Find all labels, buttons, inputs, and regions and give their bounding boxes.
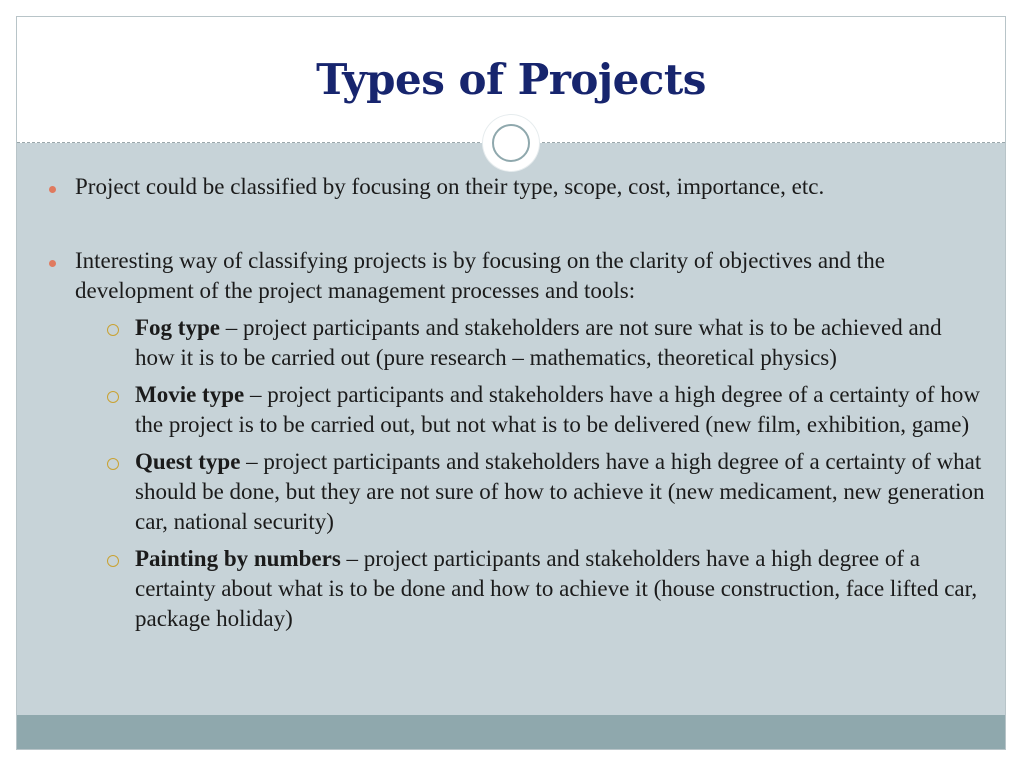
bullet-item (47, 172, 987, 202)
sub-bullet-item (75, 447, 987, 537)
sub-bullet-list (75, 313, 987, 634)
bullet-text: Interesting way of classifying projects is by focusing on the clarity of objectives and the development of the project management processes and tools: (75, 248, 885, 303)
sub-bullet-item (75, 313, 987, 373)
sub-bullet-text: – project participants and stakeholders have a high degree of a certainty of how the project is to be carried out, but not what is to be delivered (new film, exhibition, game) (135, 382, 980, 437)
emblem-inner-ring (492, 124, 530, 162)
sub-bullet-item (75, 380, 987, 440)
sub-bullet-term: Fog type (135, 315, 220, 340)
emblem-icon (483, 115, 539, 171)
sub-bullet-term: Movie type (135, 382, 245, 407)
sub-bullet-icon (107, 391, 119, 403)
sub-bullet-text: – project participants and stakeholders are not sure what is to be achieved and how it is to be carried out (pure research – mathematics, theoretical physics) (135, 315, 942, 370)
sub-bullet-text: – project participants and stakeholders have a high degree of a certainty about what is to be done and how to achieve it (house construction, face lifted car, package holiday) (135, 546, 978, 631)
sub-bullet-item (75, 544, 987, 634)
slide-title: Types of Projects (316, 55, 706, 104)
sub-bullet-icon (107, 324, 119, 336)
sub-bullet-term: Quest type (135, 449, 241, 474)
bullet-icon (49, 186, 56, 193)
bullet-icon (49, 260, 56, 267)
slide-content (47, 172, 987, 641)
slide (16, 16, 1006, 750)
bullet-text: Project could be classified by focusing on their type, scope, cost, importance, etc. (75, 174, 825, 199)
slide-footer-bar (17, 715, 1005, 749)
sub-bullet-icon (107, 555, 119, 567)
sub-bullet-term: Painting by numbers (135, 546, 341, 571)
sub-bullet-icon (107, 458, 119, 470)
bullet-item (47, 246, 987, 634)
sub-bullet-text: – project participants and stakeholders have a high degree of a certainty of what should be done, but they are not sure of how to achieve it (new medicament, new generation car, national security) (135, 449, 985, 534)
